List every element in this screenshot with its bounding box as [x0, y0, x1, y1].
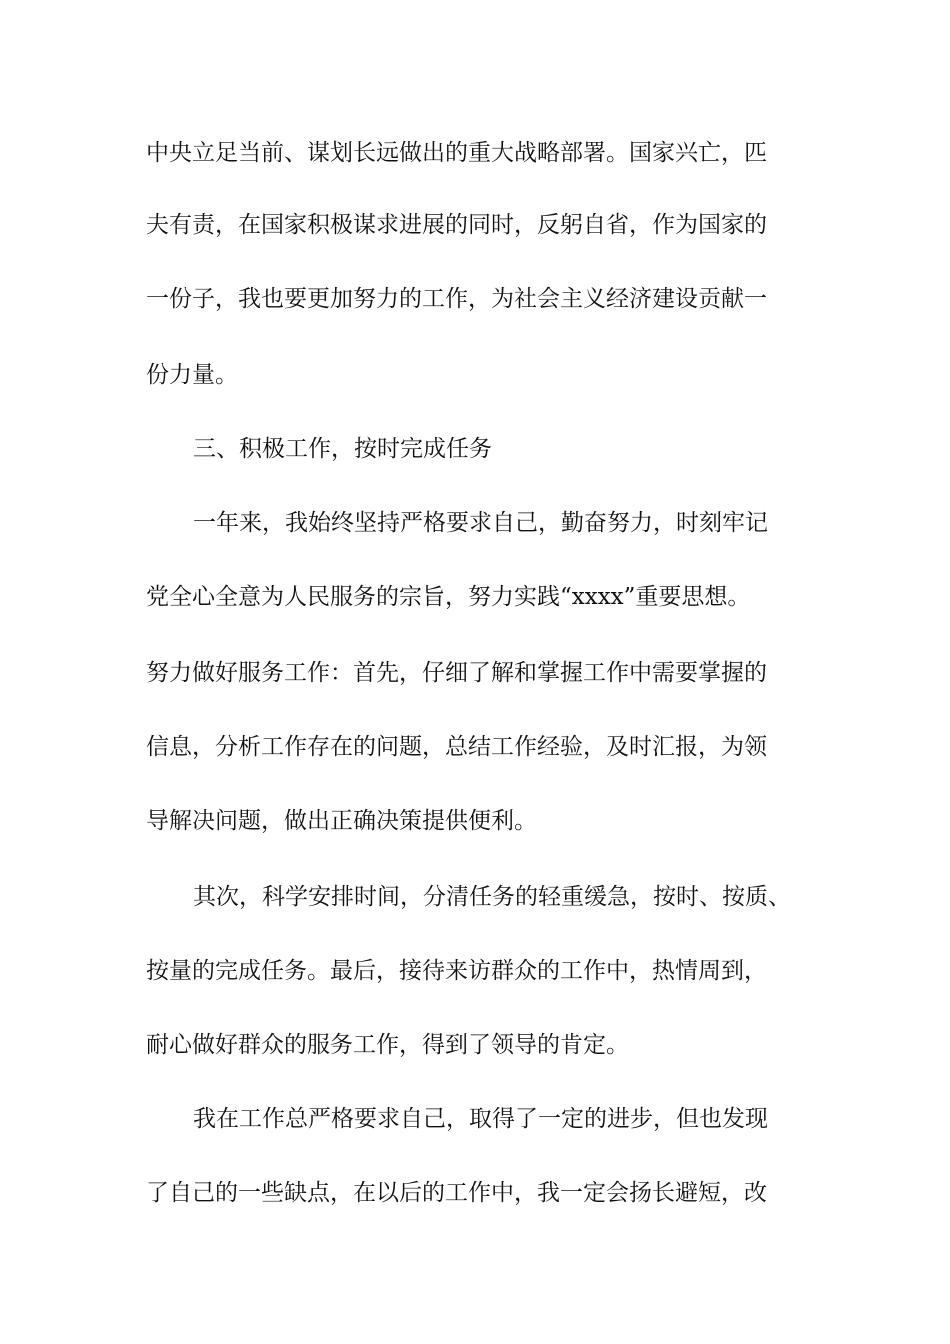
paragraph-line: 一份子，我也要更加努力的工作，为社会主义经济建设贡献一	[146, 286, 767, 312]
paragraph-line: 我在工作总严格要求自己，取得了一定的进步，但也发现	[193, 1106, 768, 1132]
paragraph-line: 按量的完成任务。最后，接待来访群众的工作中，热情周到，	[146, 958, 767, 984]
paragraph-line: 一年来，我始终坚持严格要求自己，勤奋努力，时刻牢记	[193, 510, 768, 536]
paragraph-line: 份力量。	[146, 362, 238, 388]
paragraph-line: 其次，科学安排时间，分清任务的轻重缓急，按时、按质、	[193, 884, 791, 910]
paragraph-line: 中央立足当前、谋划长远做出的重大战略部署。国家兴亡，匹	[146, 140, 767, 166]
paragraph-line: 导解决问题，做出正确决策提供便利。	[146, 808, 537, 834]
paragraph-line: 党全心全意为人民服务的宗旨，努力实践“xxxx”重要思想。	[146, 584, 751, 610]
paragraph-line: 努力做好服务工作：首先，仔细了解和掌握工作中需要掌握的	[146, 660, 767, 686]
section-heading: 三、积极工作，按时完成任务	[193, 436, 492, 462]
paragraph-line: 信息，分析工作存在的问题，总结工作经验，及时汇报，为领	[146, 734, 767, 760]
paragraph-line: 耐心做好群众的服务工作，得到了领导的肯定。	[146, 1032, 629, 1058]
paragraph-line: 了自己的一些缺点，在以后的工作中，我一定会扬长避短，改	[146, 1180, 767, 1206]
paragraph-line: 夫有责，在国家积极谋求进展的同时，反躬自省，作为国家的	[146, 212, 767, 238]
